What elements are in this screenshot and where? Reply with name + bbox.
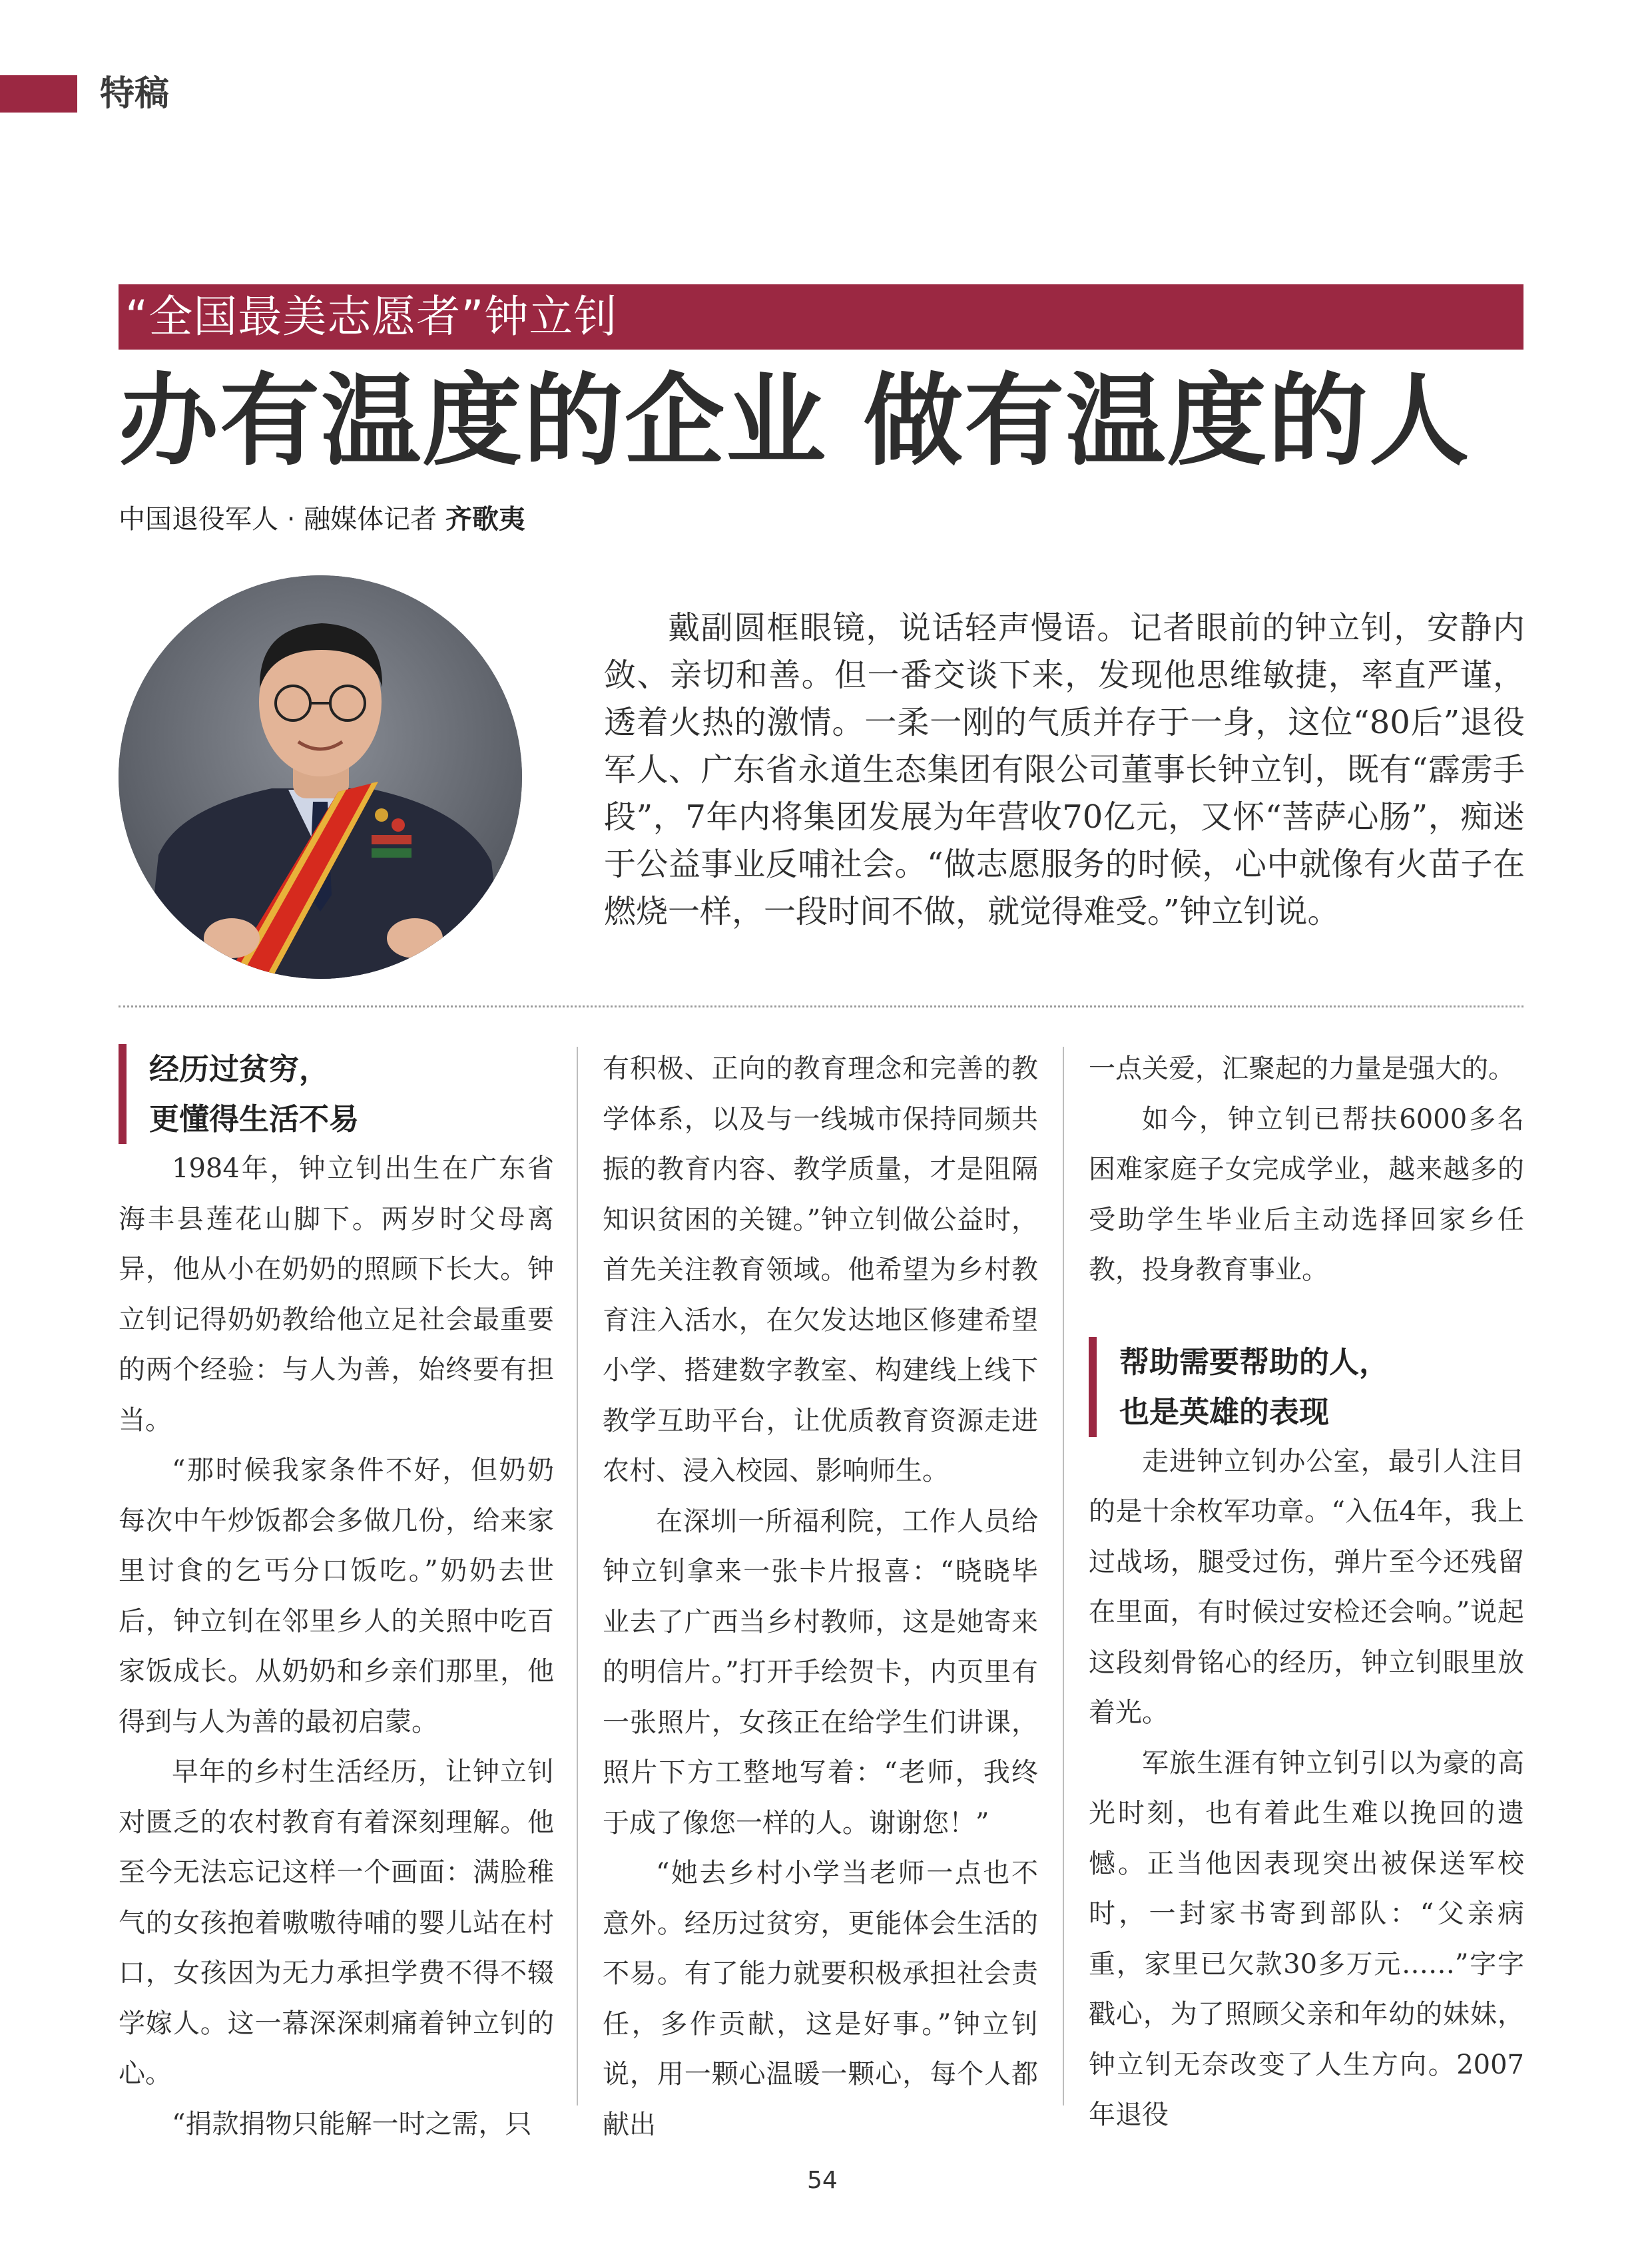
paragraph: 在深圳一所福利院，工作人员给钟立钊拿来一张卡片报喜：“晓晓毕业去了广西当乡村教师，这是她寄来的明信片。”打开手绘贺卡，内页里有一张照片，女孩正在给学生们讲课，照片下方工整地写着：“老师，我终于成了像您一样的人。谢谢您！” <box>603 1506 1038 1838</box>
article-headline: 办有温度的企业 做有温度的人 <box>119 364 1471 479</box>
column-3 <box>1089 1044 1524 2141</box>
paragraph: “那时候我家条件不好，但奶奶每次中午炒饭都会多做几份，给来家里讨食的乞丐分口饭吃。”奶奶去世后，钟立钊在邻里乡人的关照中吃百家饭成长。从奶奶和乡亲们那里，他得到与人为善的最初启蒙。 <box>119 1455 554 1737</box>
paragraph: 军旅生涯有钟立钊引以为豪的高光时刻，也有着此生难以挽回的遗憾。正当他因表现突出被保送军校时，一封家书寄到部队：“父亲病重，家里已欠款30多万元……”字字戳心，为了照顾父亲和年幼的妹妹，钟立钊无奈改变了人生方向。2007年退役 <box>1089 1747 1524 2130</box>
dotted-divider <box>119 1005 1523 1007</box>
paragraph: 如今，钟立钊已帮扶6000多名困难家庭子女完成学业，越来越多的受助学生毕业后主动选择回家乡任教，投身教育事业。 <box>1089 1103 1524 1285</box>
section-heading-bar <box>1089 1337 1097 1437</box>
column-divider <box>1063 1047 1064 2105</box>
section-marker-bar <box>0 75 77 113</box>
paragraph: “她去乡村小学当老师一点也不意外。经历过贫穷，更能体会生活的不易。有了能力就要积极承担社会责任，多作贡献，这是好事。”钟立钊说，用一颗心温暖一颗心，每个人都献出 <box>603 1858 1038 2140</box>
column-divider <box>577 1047 578 2105</box>
section-heading-bar <box>119 1044 127 1144</box>
column-1 <box>119 1044 554 2149</box>
section-heading-line: 帮助需要帮助的人， <box>1119 1344 1390 1380</box>
paragraph: “捐款捐物只能解一时之需，只 <box>172 2108 532 2139</box>
person-portrait-icon <box>119 575 522 979</box>
article-intro: 戴副圆框眼镜，说话轻声慢语。记者眼前的钟立钊，安静内敛、亲切和善。但一番交谈下来，发现他思维敏捷，率直严谨，透着火热的激情。一柔一刚的气质并存于一身，这位“80后”退役军人、广东省永道生态集团有限公司董事长钟立钊，既有“霹雳手段”，7年内将集团发展为年营收70亿元，又怀“菩萨心肠”，痴迷于公益事业反哺社会。“做志愿服务的时候，心中就像有火苗子在燃烧一样，一段时间不做，就觉得难受。”钟立钊说。 <box>604 609 1525 930</box>
section-label: 特稿 <box>100 74 170 114</box>
byline <box>119 499 525 539</box>
section-heading-line: 更懂得生活不易 <box>149 1101 360 1137</box>
byline-author: 齐歌夷 <box>445 504 525 535</box>
section-heading <box>119 1044 554 1144</box>
article-kicker: “全国最美志愿者”钟立钊 <box>119 284 1523 350</box>
page-number: 54 <box>807 2167 838 2194</box>
section-heading <box>1089 1337 1524 1437</box>
section-heading-line: 也是英雄的表现 <box>1119 1394 1330 1430</box>
column-2 <box>603 1044 1038 2150</box>
portrait-photo <box>119 575 522 979</box>
paragraph: 走进钟立钊办公室，最引人注目的是十余枚军功章。“入伍4年，我上过战场，腿受过伤，弹片至今还残留在里面，有时候过安检还会响。”说起这段刻骨铭心的经历，钟立钊眼里放着光。 <box>1089 1446 1524 1728</box>
section-heading-line: 经历过贫穷， <box>149 1051 330 1087</box>
paragraph: 1984年，钟立钊出生在广东省海丰县莲花山脚下。两岁时父母离异，他从小在奶奶的照顾下长大。钟立钊记得奶奶教给他立足社会最重要的两个经验：与人为善，始终要有担当。 <box>119 1153 554 1436</box>
paragraph-continued: 有积极、正向的教育理念和完善的教学体系，以及与一线城市保持同频共振的教育内容、教学质量，才是阻隔知识贫困的关键。”钟立钊做公益时，首先关注教育领域。他希望为乡村教育注入活水，在欠发达地区修建希望小学、搭建数字教室、构建线上线下教学互助平台，让优质教育资源走进农村、浸入校园、影响师生。 <box>603 1053 1038 1486</box>
paragraph-continued: 一点关爱，汇聚起的力量是强大的。 <box>1089 1053 1515 1084</box>
byline-prefix: 中国退役军人 · 融媒体记者 <box>119 504 437 535</box>
paragraph: 早年的乡村生活经历，让钟立钊对匮乏的农村教育有着深刻理解。他至今无法忘记这样一个画面：满脸稚气的女孩抱着嗷嗷待哺的婴儿站在村口，女孩因为无力承担学费不得不辍学嫁人。这一幕深深刺痛着钟立钊的心。 <box>119 1757 554 2089</box>
